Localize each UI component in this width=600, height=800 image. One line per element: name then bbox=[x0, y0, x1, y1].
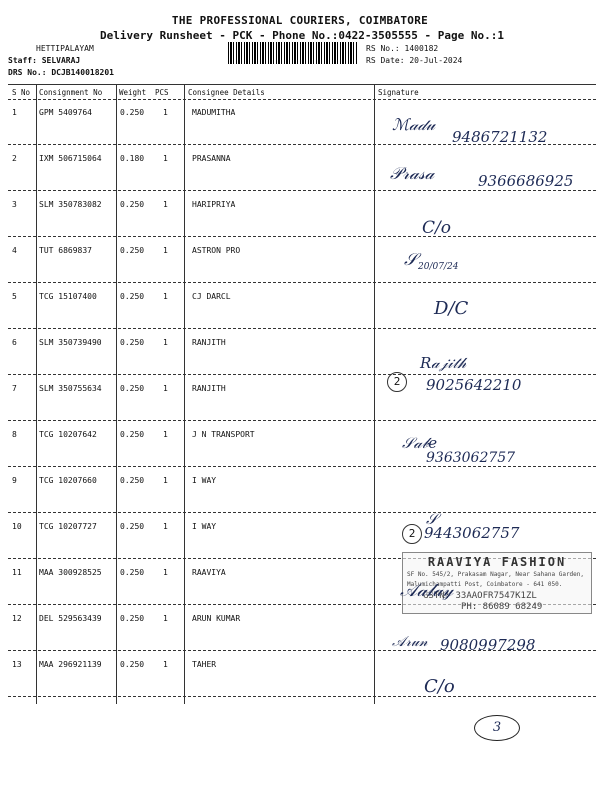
row-divider bbox=[8, 374, 596, 375]
consignee-cell: ASTRON PRO bbox=[192, 246, 241, 255]
col-header-consignee: Consignee Details bbox=[188, 88, 265, 97]
pcs-cell: 1 bbox=[163, 476, 168, 485]
signature-3: C/o bbox=[422, 218, 451, 238]
consignment-cell: DEL 529563439 bbox=[39, 614, 102, 623]
row-divider bbox=[8, 696, 596, 697]
signature-phone-2: 9366686925 bbox=[478, 172, 574, 190]
col-header-consignment: Consignment No bbox=[39, 88, 103, 97]
runsheet-subtitle: Delivery Runsheet - PCK - Phone No.:0422-3505555 - Page No.:1 bbox=[100, 29, 504, 42]
sno-cell: 12 bbox=[12, 614, 22, 623]
signature-5: D/C bbox=[434, 298, 469, 319]
pcs-cell: 1 bbox=[163, 108, 168, 117]
sno-cell: 6 bbox=[12, 338, 17, 347]
signature-phone-8: 9363062757 bbox=[426, 450, 516, 466]
consignee-cell: RANJITH bbox=[192, 384, 226, 393]
signature-phone-10: 9443062757 bbox=[424, 524, 520, 542]
sno-cell: 1 bbox=[12, 108, 17, 117]
consignment-cell: MAA 300928525 bbox=[39, 568, 102, 577]
column-divider bbox=[374, 84, 375, 704]
sno-cell: 3 bbox=[12, 200, 17, 209]
consignment-cell: GPM 5409764 bbox=[39, 108, 92, 117]
consignee-cell: RANJITH bbox=[192, 338, 226, 347]
runsheet-title: THE PROFESSIONAL COURIERS, COIMBATORE bbox=[171, 14, 429, 27]
consignee-cell: PRASANNA bbox=[192, 154, 231, 163]
row-divider bbox=[8, 236, 596, 237]
consignment-cell: SLM 350755634 bbox=[39, 384, 102, 393]
weight-cell: 0.250 bbox=[120, 660, 145, 669]
col-header-pcs: PCS bbox=[155, 88, 169, 97]
consignment-cell: SLM 350739490 bbox=[39, 338, 102, 347]
stamp-name: RAAVIYA FASHION bbox=[427, 555, 567, 569]
pcs-cell: 1 bbox=[163, 246, 168, 255]
stamp-address-line1: SF No. 545/2, Prakasam Nagar, Near Sahana Garden, bbox=[407, 571, 585, 578]
pcs-cell: 1 bbox=[163, 154, 168, 163]
consignment-cell: TCG 15107400 bbox=[39, 292, 97, 301]
column-divider bbox=[116, 84, 117, 704]
signature-4-date: 20/07/24 bbox=[418, 262, 459, 272]
consignment-cell: MAA 296921139 bbox=[39, 660, 102, 669]
sno-cell: 4 bbox=[12, 246, 17, 255]
consignment-cell: IXM 506715064 bbox=[39, 154, 102, 163]
sno-cell: 10 bbox=[12, 522, 22, 531]
consignee-cell: I WAY bbox=[192, 476, 217, 485]
consignment-cell: TCG 10207660 bbox=[39, 476, 97, 485]
weight-cell: 0.250 bbox=[120, 476, 145, 485]
weight-cell: 0.250 bbox=[120, 614, 145, 623]
signature-4: 𝒮 bbox=[404, 250, 418, 270]
pcs-cell: 1 bbox=[163, 292, 168, 301]
staff-name: Staff: SELVARAJ bbox=[8, 56, 81, 65]
consignee-cell: CJ DARCL bbox=[192, 292, 231, 301]
pcs-cell: 1 bbox=[163, 338, 168, 347]
col-header-signature: Signature bbox=[378, 88, 419, 97]
consignment-cell: TCG 10207642 bbox=[39, 430, 97, 439]
branch-name: HETTIPALAYAM bbox=[36, 44, 94, 53]
pcs-cell: 1 bbox=[163, 660, 168, 669]
weight-cell: 0.250 bbox=[120, 568, 145, 577]
signature-8: 𝒮𝒶𝒷𝑒 bbox=[402, 434, 438, 452]
sno-cell: 2 bbox=[12, 154, 17, 163]
row-divider bbox=[8, 466, 596, 467]
weight-cell: 0.250 bbox=[120, 108, 145, 117]
signature-7: 𝑅𝒶𝒿𝒾𝓉𝒽 bbox=[420, 354, 467, 372]
signature-12: 𝒜𝓇𝓊𝓃 bbox=[392, 634, 428, 650]
pcs-cell: 1 bbox=[163, 522, 168, 531]
consignee-cell: TAHER bbox=[192, 660, 217, 669]
table-top-border bbox=[8, 84, 596, 85]
weight-cell: 0.250 bbox=[120, 338, 145, 347]
row-divider bbox=[8, 190, 596, 191]
table-header-border bbox=[8, 99, 596, 100]
row-divider bbox=[8, 512, 596, 513]
page-number-mark: 3 bbox=[474, 715, 520, 741]
signature-10: 𝒮 bbox=[426, 510, 438, 528]
signature-1: ℳ𝒶𝒹𝓊 bbox=[392, 115, 435, 134]
pcs-cell: 1 bbox=[163, 384, 168, 393]
consignment-cell: SLM 350783082 bbox=[39, 200, 102, 209]
column-divider bbox=[184, 84, 185, 704]
consignment-cell: TCG 10207727 bbox=[39, 522, 97, 531]
consignment-cell: TUT 6869837 bbox=[39, 246, 92, 255]
consignee-cell: I WAY bbox=[192, 522, 217, 531]
signature-2: 𝒫𝓇𝒶𝓈𝒶 bbox=[390, 164, 435, 184]
stamp-gst: GSTN: 33AAOFR7547K1ZL bbox=[423, 591, 537, 601]
rs-date: RS Date: 20-Jul-2024 bbox=[366, 56, 463, 65]
row-divider bbox=[8, 282, 596, 283]
weight-cell: 0.250 bbox=[120, 200, 145, 209]
sno-cell: 5 bbox=[12, 292, 17, 301]
drs-number: DRS No.: DCJB140018201 bbox=[8, 68, 114, 77]
sno-cell: 8 bbox=[12, 430, 17, 439]
circle-mark: 2 bbox=[402, 524, 422, 544]
circle-mark: 2 bbox=[387, 372, 407, 392]
pcs-cell: 1 bbox=[163, 430, 168, 439]
pcs-cell: 1 bbox=[163, 568, 168, 577]
weight-cell: 0.250 bbox=[120, 430, 145, 439]
weight-cell: 0.250 bbox=[120, 384, 145, 393]
signature-phone-7: 9025642210 bbox=[426, 376, 522, 394]
row-divider bbox=[8, 328, 596, 329]
sno-cell: 13 bbox=[12, 660, 22, 669]
consignee-cell: ARUN KUMAR bbox=[192, 614, 241, 623]
rs-number: RS No.: 1400182 bbox=[366, 44, 439, 53]
consignee-cell: J N TRANSPORT bbox=[192, 430, 255, 439]
sno-cell: 11 bbox=[12, 568, 22, 577]
weight-cell: 0.180 bbox=[120, 154, 145, 163]
row-divider bbox=[8, 420, 596, 421]
sno-cell: 7 bbox=[12, 384, 17, 393]
signature-11: 𝒜𝒶𝓁𝒶𝓎 bbox=[400, 580, 454, 601]
stamp-address-line2: Malumichampatti Post, Coimbatore - 641 050. bbox=[407, 581, 563, 588]
signature-phone-12: 9080997298 bbox=[440, 636, 536, 654]
stamp-phone: PH: 86089 68249 bbox=[461, 602, 543, 612]
weight-cell: 0.250 bbox=[120, 522, 145, 531]
col-header-weight: Weight bbox=[119, 88, 147, 97]
barcode bbox=[228, 42, 358, 64]
col-header-sno: S No bbox=[12, 88, 31, 97]
sno-cell: 9 bbox=[12, 476, 17, 485]
pcs-cell: 1 bbox=[163, 200, 168, 209]
consignee-cell: HARIPRIYA bbox=[192, 200, 236, 209]
consignee-cell: RAAVIYA bbox=[192, 568, 226, 577]
signature-13: C/o bbox=[424, 676, 455, 697]
weight-cell: 0.250 bbox=[120, 292, 145, 301]
pcs-cell: 1 bbox=[163, 614, 168, 623]
weight-cell: 0.250 bbox=[120, 246, 145, 255]
signature-phone-1: 9486721132 bbox=[452, 128, 548, 146]
consignee-cell: MADUMITHA bbox=[192, 108, 236, 117]
column-divider bbox=[36, 84, 37, 704]
